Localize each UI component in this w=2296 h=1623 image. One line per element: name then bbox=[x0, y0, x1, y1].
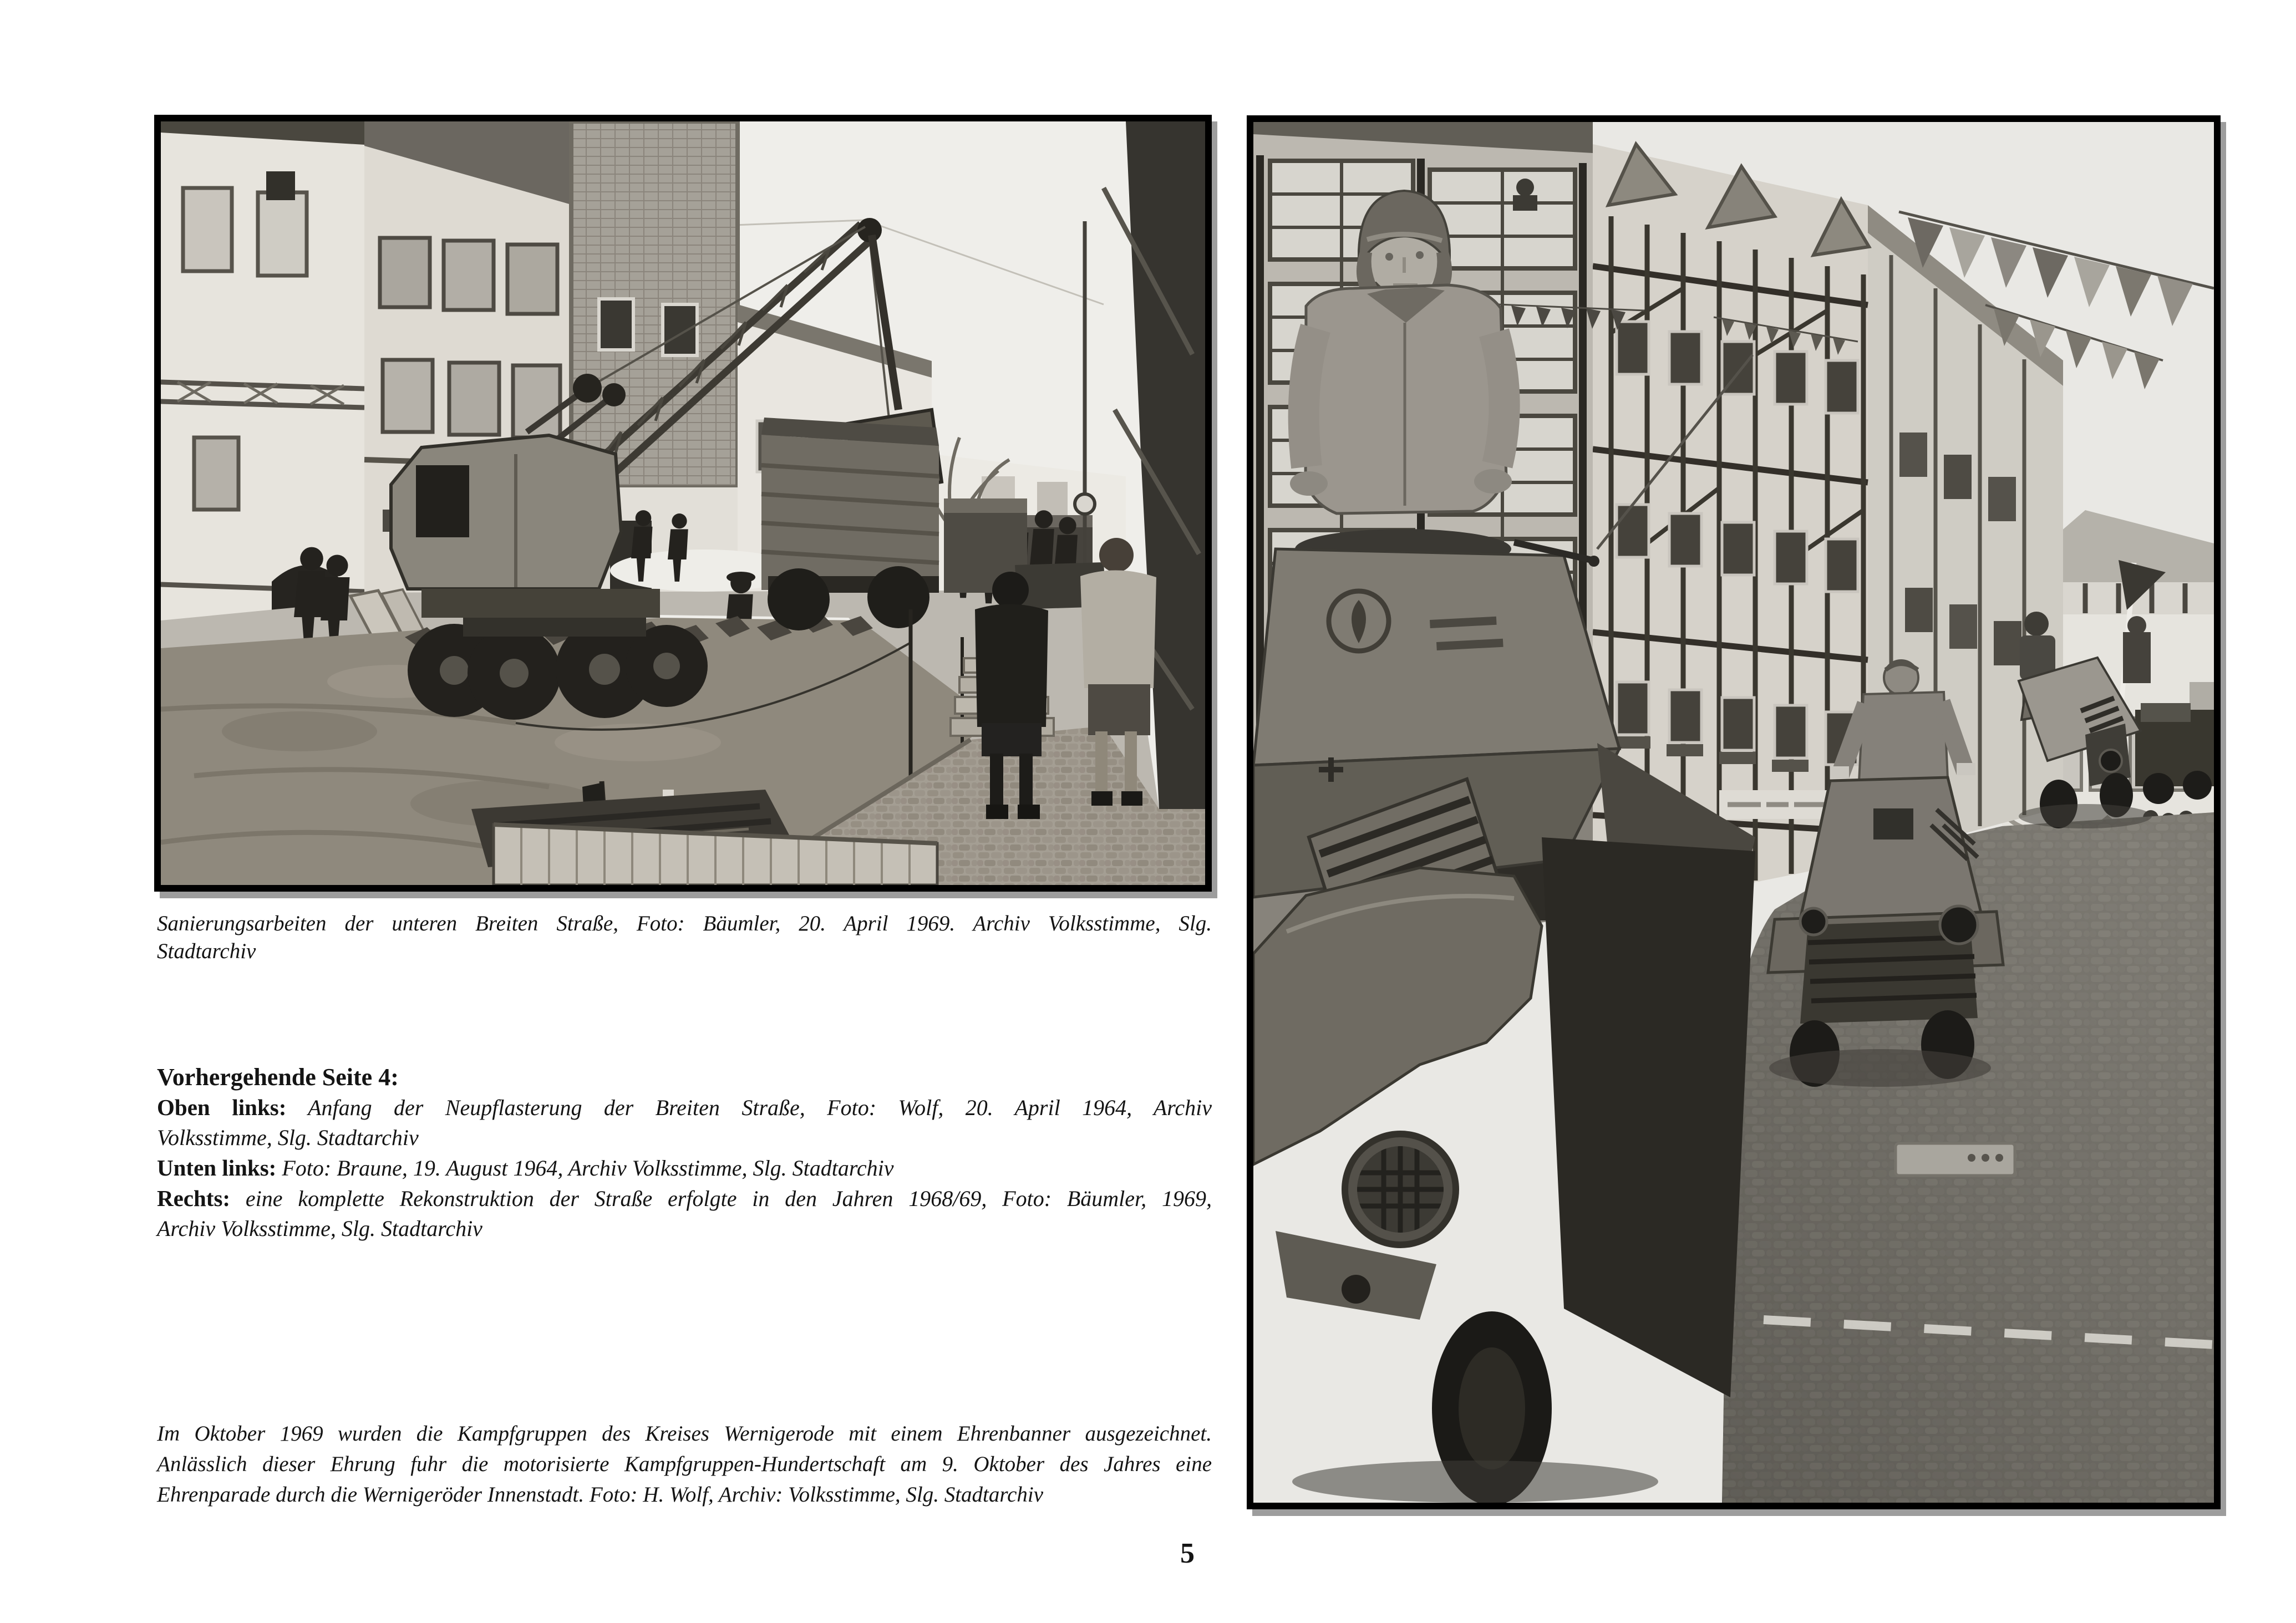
entry-label: Oben links: bbox=[157, 1095, 287, 1120]
hanging-sign bbox=[266, 171, 295, 200]
entry-text: Archiv Volksstimme, Slg. Stadtarchiv bbox=[157, 1216, 482, 1241]
left-photo-caption bbox=[157, 910, 1212, 965]
caption-line: Sanierungsarbeiten der unteren Breiten Straße, Foto: Bäumler, 20. April 1969. Archiv Volksstimme, Slg. bbox=[157, 912, 1212, 935]
note-line bbox=[157, 1123, 1212, 1153]
right-photo-image bbox=[1253, 122, 2214, 1503]
entry-text: Volksstimme, Slg. Stadtarchiv bbox=[157, 1125, 419, 1150]
entry-text: Anfang der Neupflasterung der Breiten Straße, Foto: Wolf, 20. April 1964, Archiv bbox=[286, 1095, 1212, 1120]
previous-page-heading: Vorhergehende Seite 4: bbox=[157, 1064, 399, 1091]
excavator-cab-window bbox=[416, 465, 469, 537]
bystander bbox=[2123, 632, 2151, 683]
hull-side bbox=[1542, 837, 1755, 1397]
parade-caption bbox=[157, 1418, 1212, 1510]
caption-line: Anlässlich dieser Ehrung fuhr die motorisierte Kampfgruppen-Hundertschaft am 9. Oktober des Jahres eine bbox=[157, 1452, 1212, 1476]
caption-line: Stadtarchiv bbox=[157, 939, 256, 963]
caption-line: Im Oktober 1969 wurden die Kampfgruppen des Kreises Wernigerode mit einem Ehrenbanner ausgezeichnet. bbox=[157, 1422, 1212, 1446]
left-photo bbox=[154, 115, 1212, 892]
right-photo bbox=[1247, 115, 2221, 1509]
entry-text: Foto: Braune, 19. August 1964, Archiv Volksstimme, Slg. Stadtarchiv bbox=[276, 1156, 894, 1181]
note-line bbox=[157, 1183, 1212, 1214]
left-photo-image bbox=[161, 121, 1205, 885]
previous-page-note bbox=[157, 1062, 1212, 1244]
person-at-window bbox=[1516, 179, 1534, 196]
entry-label: Rechts: bbox=[157, 1186, 231, 1211]
note-line bbox=[157, 1092, 1212, 1123]
note-line bbox=[157, 1153, 1212, 1183]
caption-line: Ehrenparade durch die Wernigeröder Innenstadt. Foto: H. Wolf, Archiv: Volksstimme, Slg. Stadtarchiv bbox=[157, 1483, 1044, 1507]
turret-top bbox=[1253, 549, 1619, 765]
page-number: 5 bbox=[1180, 1538, 1195, 1569]
note-line bbox=[157, 1214, 1212, 1244]
entry-text: eine komplette Rekonstruktion der Straße erfolgte in den Jahren 1968/69, Foto: Bäumler, 1969, bbox=[230, 1186, 1212, 1211]
entry-label: Unten links: bbox=[157, 1155, 277, 1181]
